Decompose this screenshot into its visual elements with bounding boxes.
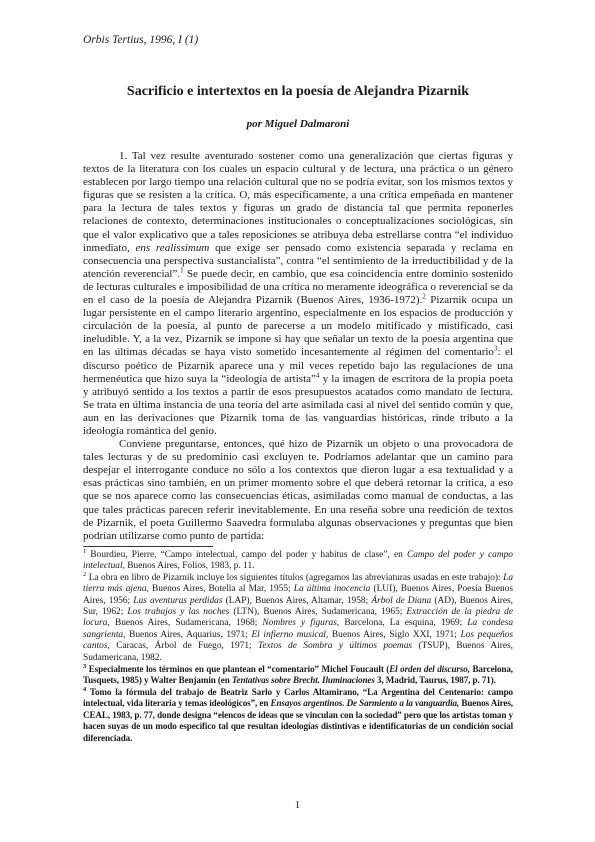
footnote-1: $^1$ Bourdieu, Pierre, “Campo intelectual, campo del poder y habitus de clase”, en Campo del poder y campo intelectual, Buenos Aires, Folios, 1983, p. 11. xyxy=(83,547,513,572)
running-head xyxy=(83,34,198,46)
footnote-ref-1[interactable]: 1 xyxy=(180,266,184,275)
footnote-ref-3[interactable]: 3 xyxy=(493,344,498,353)
article-title: Sacrificio e intertextos en la poesía de Alejandra Pizarnik xyxy=(126,84,470,99)
article-body xyxy=(83,150,513,543)
journal-issue: 1996, I (1) xyxy=(149,34,199,46)
page-number: 1 xyxy=(294,799,301,811)
paragraph-2: Conviene preguntarse, entonces, qué hizo de Pizarnik un objeto o una provocadora de tales lecturas y de su predominio casi excluyen te. Podríamos adelantar que un camino para despejar el interrogante conduce no sólo a los contextos que dieron lugar a esa textualidad y a esas prácticas sino también, en un primer momento sobre el que deberá retornar la crítica, a eso que se nos aparece como las consecuencias éticas, asimiladas como manual de conductas, a las que tales prácticas parecen referir inevitablemente. En una reseña sobre una reedición de textos de Pizarnik, el poeta Guillermo Saavedra formulaba algunas observaciones y preguntas que bien podrían utilizarse como punto de partida: xyxy=(83,438,513,542)
paragraph-1: 1. Tal vez resulte aventurado sostener como una generalización que ciertas figuras y textos de la literatura con los cuales un espacio cultural y de lectura, una práctica o un género establecen por largo tiempo una relación cultural que no se podría evitar, son los mismos textos y figuras que se resisten a la crítica. O, más específicamente, a una crítica empeñada en mantener para la lectura de tales textos y figuras un grado de distancia tal que permita reponerles relaciones de contexto, determinaciones institucionales o conceptualizaciones sociológicas, sin que el valor explicativo que a tales reposiciones se atribuya deba estrellarse contra “el individuo inmediato, ens realissimum que exige ser pensado como existencia separada y reclama en consecuencia una perspectiva sustancialista”, contra “el sentimiento de la irreductibilidad y de la atención reverencial”.$^1$ Se puede decir, en cambio, que esa coincidencia entre dominio sostenido de lecturas culturales e imposibilidad de una crítica no meramente ideográfica o reverencial se da en el caso de la poesía de Alejandra Pizarnik (Buenos Aires, 1936-1972).$^2$ Pizarnik ocupa un lugar persistente en el campo literario argentino, especialmente en los espacios de producción y circulación de la poesía, al punto de parecerse a un modelo mitificado y mistificado, casi ineludible. Y, a la vez, Pizarnik se impone si hay que señalar un texto de la poesía argentina que en las últimas décadas se haya visto sometido incesantemente al régimen del comentario$^3$: el discurso poético de Pizarnik aparece una y mil veces repetido bajo las regulaciones de una hermenéutica que hizo suya la “ideología de artista”$^4$ y la imagen de escritora de la propia poeta y atribuyó sentido a los textos a partir de esos presupuestos acatados como mandato de lectura. Se trata en última instancia de una teoría del arte asimilada casi al nivel del sentido común y que, aun en las derivaciones que Pizarnik toma de las vanguardias históricas, rinde tributo a la ideología romántica del genio. xyxy=(83,150,514,437)
footnote-3: $^3$ Especialmente los términos en que plantean el “comentario” Michel Foucault (El orden del discurso, Barcelona, Tusquets, 1985) y Walter Benjamin (en Tentativas sobre Brecht. Iluminaciones 3, Madrid, Taurus, 1987, p. 71). xyxy=(83,663,513,686)
footnote-ref-2[interactable]: 2 xyxy=(422,292,426,301)
footnotes xyxy=(83,547,514,744)
footnote-2: $^2$ La obra en libro de Pizarnik incluye los siguientes títulos (agregamos las abreviaturas usadas en este trabajo): La tierra más ajena, Buenos Aires, Botella al Mar, 1955; La última inocencia (LUI), Buenos Aires, Poesía Buenos Aires, 1956; Las aventuras perdidas (LAP), Buenos Aires, Altamar, 1958; Árbol de Diana (AD), Buenos Aires, Sur, 1962; Los trabajos y las noches (LTN), Buenos Aires, Sudamericana, 1965; Extracción de la piedra de locura, Buenos Aires, Sudamericana, 1968; Nombres y figuras, Barcelona, La esquina, 1969; La condesa sangrienta, Buenos Aires, Aquarius, 1971; El infierno musical, Buenos Aires, Siglo XXI, 1971; Los pequeños cantos, Caracas, Árbol de Fuego, 1971; Textos de Sombra y últimos poemas (TSUP), Buenos Aires, Sudamericana, 1982. xyxy=(83,570,514,663)
footnote-ref-4[interactable]: 4 xyxy=(315,370,320,379)
latin-phrase: ens realissimum xyxy=(135,241,210,254)
footnote-4: $^4$ Tomo la fórmula del trabajo de Beatriz Sarlo y Carlos Altamirano, “La Argentina del Centenario: campo intelectual, vida literaria y temas ideológicos”, en Ensayos argentinos. De Sarmiento a la vanguardia, Buenos Aires, CEAL, 1983, p. 77, donde designa “elencos de ideas que se vinculan con la sociedad” pero que los artistas toman y hacen suyas de un modo específico tal que resultan ideologías distintivas e identificatorias de un condición social diferenciada. xyxy=(83,685,513,743)
journal-name: Orbis Tertius, xyxy=(83,34,147,46)
author-byline: por Miguel Dalmaroni xyxy=(246,118,350,130)
footnote-divider xyxy=(83,546,213,547)
